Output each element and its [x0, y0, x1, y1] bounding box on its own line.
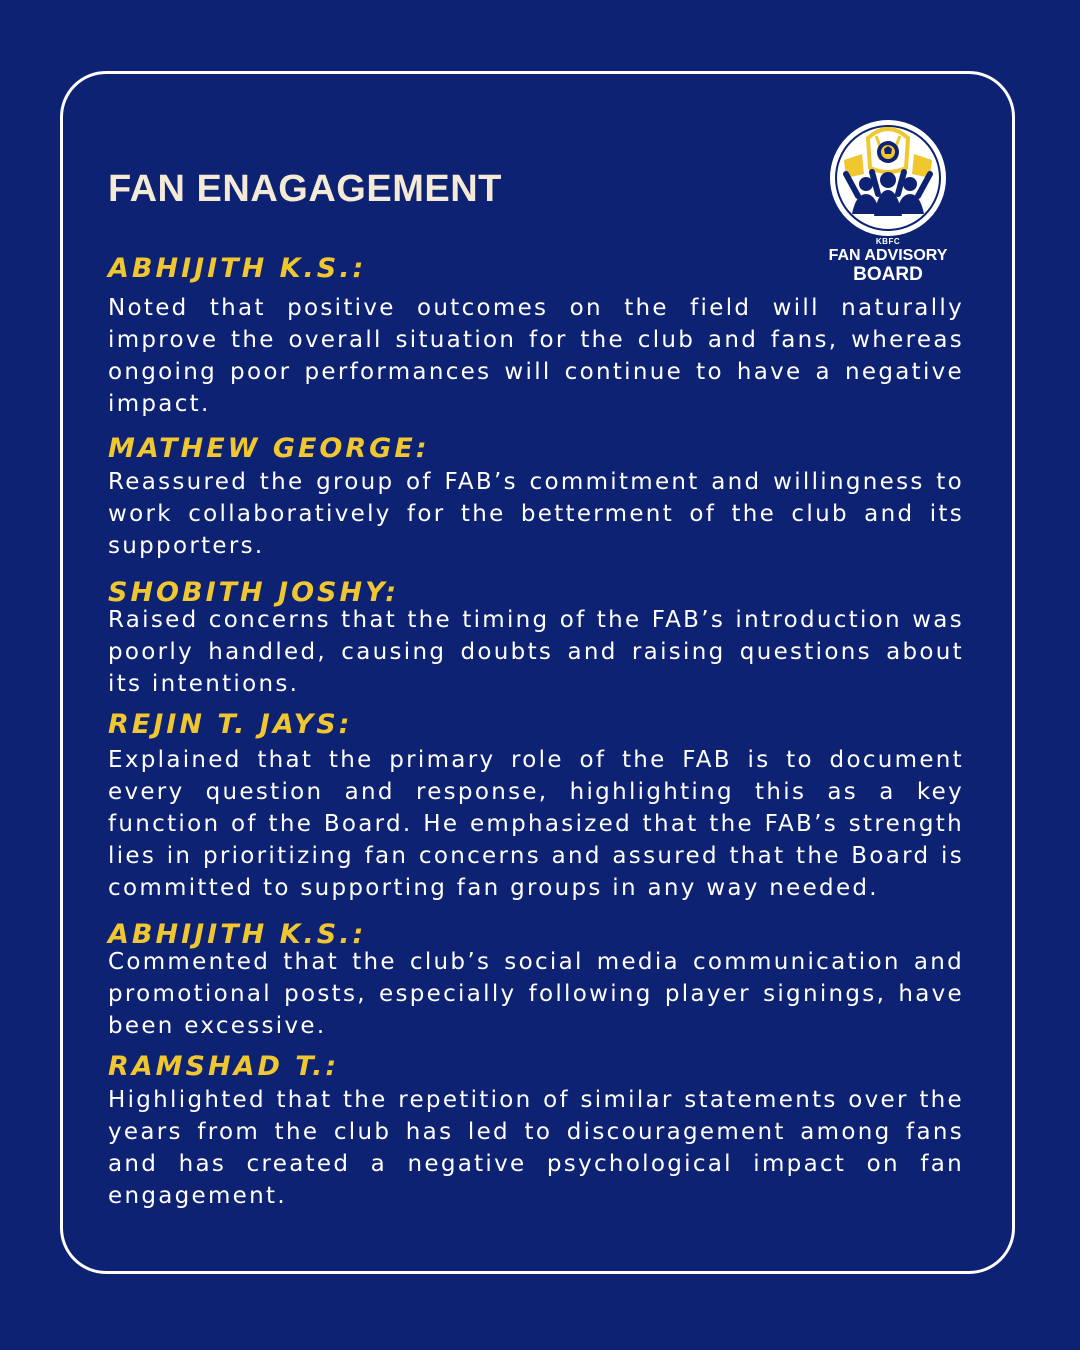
speaker-name: REJIN T. JAYS: [108, 709, 353, 740]
speaker-name: SHOBITH JOSHY: [108, 577, 400, 608]
speaker-name: MATHEW GEORGE: [108, 433, 430, 464]
logo-small-text: KBFC [875, 237, 901, 246]
note-text: Explained that the primary role of the FAB is to document every question and response, highlighting this as a key function of the Board. He emphasized that the FAB’s strength lies in prioritizing fan concerns and assured that the Board is committed to supporting fan groups in any way needed. [108, 747, 964, 901]
note-entry [108, 708, 964, 904]
note-text: Noted that positive outcomes on the field will naturally improve the overall situation for the club and fans, whereas ongoing poor performances will continue to have a negative impact. [108, 295, 964, 417]
note-text: Highlighted that the repetition of similar statements over the years from the club has led to discouragement among fans and has created a negative psychological impact on fan engagement. [108, 1087, 964, 1209]
note-entry [108, 1050, 964, 1212]
note-text: Commented that the club’s social media communication and promotional posts, especially following player signings, have been excessive. [108, 949, 964, 1039]
logo-emblem-icon [822, 116, 954, 240]
logo-line-1: FAN ADVISORY [828, 247, 948, 264]
note-text: Raised concerns that the timing of the FAB’s introduction was poorly handled, causing doubts and raising questions about its intentions. [108, 607, 964, 697]
speaker-name: ABHIJITH K.S.: [108, 919, 367, 950]
note-entry [108, 576, 964, 700]
speaker-name: ABHIJITH K.S.: [108, 253, 367, 284]
note-entry [108, 252, 964, 420]
note-text: Reassured the group of FAB’s commitment and willingness to work collaboratively for the betterment of the club and its supporters. [108, 469, 964, 559]
note-entry [108, 432, 964, 562]
logo-line-2: BOARD [853, 264, 923, 285]
discussion-notes [108, 252, 964, 1212]
speaker-name: RAMSHAD T.: [108, 1051, 340, 1082]
page-title: FAN ENAGAGEMENT [108, 168, 502, 210]
note-entry [108, 918, 964, 1042]
